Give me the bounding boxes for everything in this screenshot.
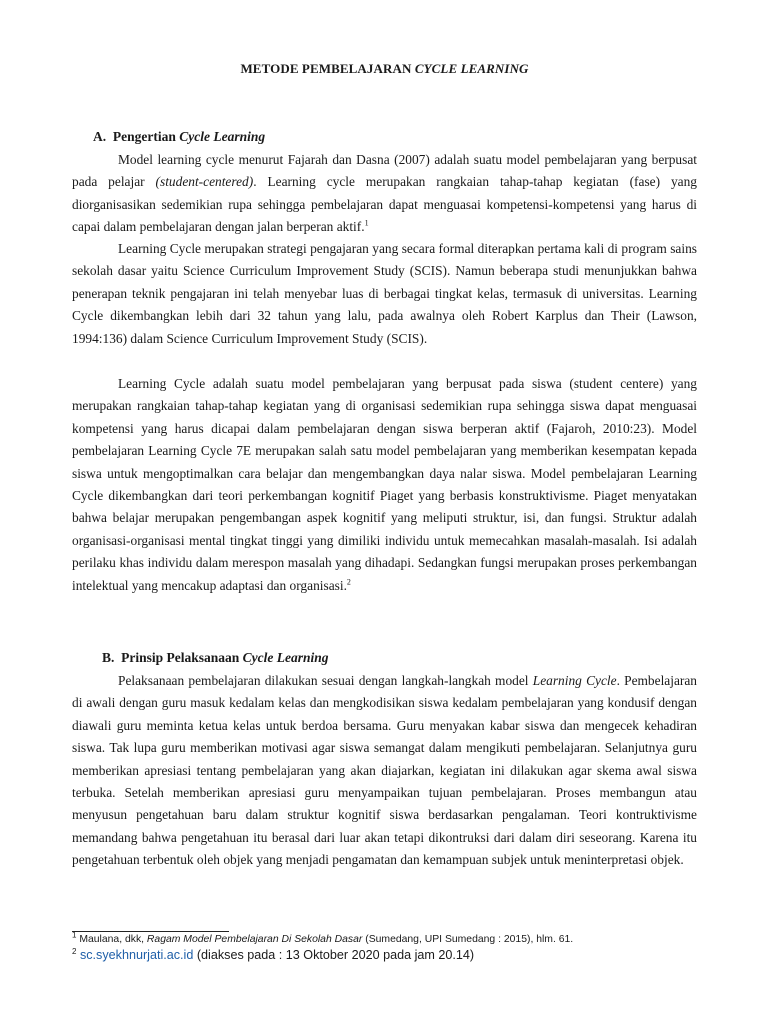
document-title: METODE PEMBELAJARAN CYCLE LEARNING: [240, 61, 529, 76]
section-a-paragraph-2: Learning Cycle merupakan strategi pengajaran yang secara formal diterapkan pertama kali di program sains sekolah dasar yaitu Science Curriculum Improvement Study (SCIS). Namun beberapa studi menunjukkan bahwa penerapan teknik pengajaran ini telah menyebar luas di berbagai tingkat kelas, termasuk di universitas. Learning Cycle dikembangkan lebih dari 32 tahun yang lalu, pada awalnya oleh Robert Karplus dan Their (Lawson, 1994:136) dalam Science Curriculum Improvement Study (SCIS).: [72, 241, 697, 346]
footnote-ref-2[interactable]: 2: [346, 577, 351, 587]
section-a-paragraph-3: Learning Cycle adalah suatu model pembelajaran yang berpusat pada siswa (student centere) yang merupakan rangkaian tahap-tahap kegiatan yang di organisasi sedemikian rupa sehingga siswa dapat menguasai kompetensi yang harus dicapai dalam pembelajaran dengan siswa berperan aktif (Fajaroh, 2010:23). Model pembelajaran Learning Cycle 7E merupakan salah satu model pembelajaran yang memberikan kesempatan kepada siswa untuk mengoptimalkan cara belajar dan mengembangkan daya nalar siswa. Model pembelajaran Learning Cycle dikembangkan dari teori perkembangan kognitif Piaget yang berbasis konstruktivisme. Piaget menyatakan bahwa belajar merupakan pengembangan aspek kognitif yang meliputi struktur, isi, dan fungsi. Struktur adalah organisasi-organisasi mental tingkat tinggi yang dimiliki individu untuk memecahkan masalah-masalah. Isi adalah perilaku khas individu dalam merespon masalah yang dihadapi. Sedangkan fungsi merupakan proses perkembangan intelektual yang mencakup adaptasi dan organisasi.$^2$: [72, 376, 697, 593]
footnote-ref-1[interactable]: 1: [364, 218, 369, 228]
footnote-source-link[interactable]: sc.syekhnurjati.ac.id: [76, 948, 194, 962]
footnote-2: $^2$ sc.syekhnurjati.ac.id (diakses pada : 13 Oktober 2020 pada jam 20.14): [72, 946, 475, 962]
section-a-paragraph-1: Model learning cycle menurut Fajarah dan Dasna (2007) adalah suatu model pembelajaran yang berpusat pada pelajar (student-centered). Learning cycle merupakan rangkaian tahap-tahap kegiatan (fase) yang diorganisasikan sedemikian rupa sehingga pembelajaran dapat menguasai kompetensi-kompetensi yang harus di capai dalam pembelajaran dengan jalan berperan aktif.$^1$: [72, 152, 697, 235]
footnote-1: $^1$ Maulana, dkk, Ragam Model Pembelajaran Di Sekolah Dasar (Sumedang, UPI Sumedang : 2015), hlm. 61.: [72, 930, 574, 945]
section-b-paragraph-1: Pelaksanaan pembelajaran dilakukan sesuai dengan langkah-langkah model Learning Cycle. Pembelajaran di awali dengan guru masuk kedalam kelas dan mengkodisikan siswa kedalam pembelajaran yang kondusif dengan diawali guru meminta ketua kelas untuk berdoa bersama. Guru menyakan kabar siswa dan mengecek kehadiran siswa. Tak lupa guru memberikan motivasi agar siswa semangat dalam mengikuti pembelajaran. Selanjutnya guru memberikan apresiasi tentang pembelajaran yang akan diajarkan, kegiatan ini dilakukan agar skema awal siswa terbuka. Setelah memberikan apresiasi guru menyampaikan tujuan pembelajaran. Proses membangun atau menyusun pengetahuan baru dalam struktur kognitif siswa berdasarkan pengalaman. Teori kontruktivisme memandang bahwa pengetahuan itu berasal dari luar akan tetapi dikontruksi dari dalam diri seseorang. Karena itu pengetahuan terbentuk oleh objek yang menjadi pengamatan dan kemampuan subjek untuk meninterpretasi objek.: [72, 673, 697, 868]
section-a-heading: A. Pengertian Cycle Learning: [93, 129, 266, 144]
footnote-separator: [72, 931, 229, 932]
section-b-heading: B. Prinsip Pelaksanaan Cycle Learning: [102, 650, 329, 665]
